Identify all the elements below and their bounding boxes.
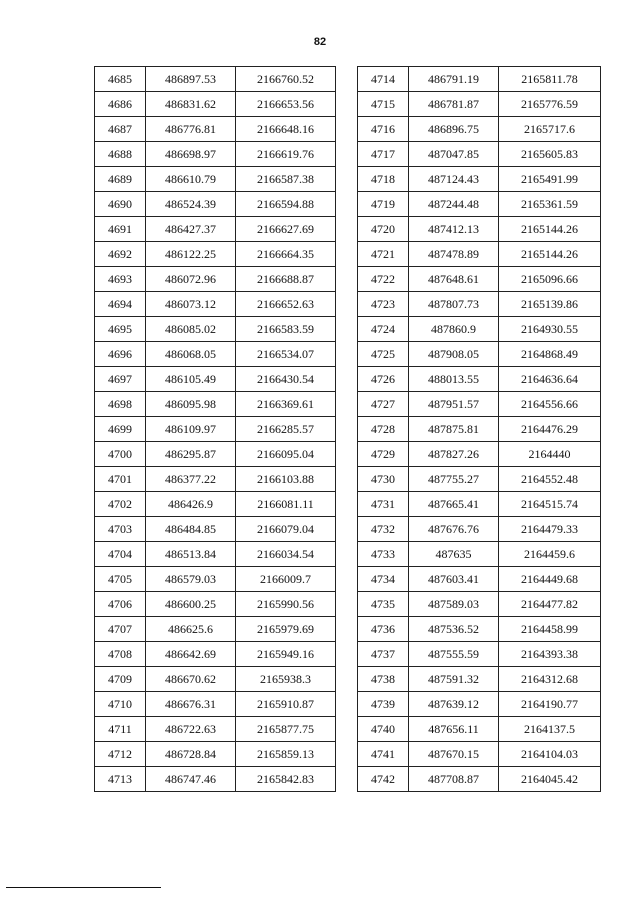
point-number-cell: 4719 (358, 192, 409, 217)
y-coordinate-cell: 2166664.35 (236, 242, 336, 267)
point-number-cell: 4740 (358, 717, 409, 742)
table-row (358, 267, 601, 292)
point-number-cell: 4739 (358, 692, 409, 717)
point-number-cell: 4720 (358, 217, 409, 242)
y-coordinate-cell: 2165949.16 (236, 642, 336, 667)
x-coordinate-cell: 486600.25 (146, 592, 236, 617)
y-coordinate-cell: 2165717.6 (499, 117, 601, 142)
y-coordinate-cell: 2166009.7 (236, 567, 336, 592)
table-row (358, 192, 601, 217)
x-coordinate-cell: 487591.32 (409, 667, 499, 692)
x-coordinate-cell: 486896.75 (409, 117, 499, 142)
x-coordinate-cell: 487412.13 (409, 217, 499, 242)
point-number-cell: 4704 (95, 542, 146, 567)
y-coordinate-cell: 2164930.55 (499, 317, 601, 342)
table-row (95, 567, 336, 592)
x-coordinate-cell: 486625.6 (146, 617, 236, 642)
x-coordinate-cell: 486095.98 (146, 392, 236, 417)
x-coordinate-cell: 486085.02 (146, 317, 236, 342)
point-number-cell: 4701 (95, 467, 146, 492)
y-coordinate-cell: 2166583.59 (236, 317, 336, 342)
table-row (358, 367, 601, 392)
table-row (95, 692, 336, 717)
y-coordinate-cell: 2165979.69 (236, 617, 336, 642)
x-coordinate-cell: 486109.97 (146, 417, 236, 442)
y-coordinate-cell: 2164440 (499, 442, 601, 467)
table-row (358, 317, 601, 342)
point-number-cell: 4737 (358, 642, 409, 667)
table-row (95, 717, 336, 742)
table-row (95, 767, 336, 792)
x-coordinate-cell: 486698.97 (146, 142, 236, 167)
y-coordinate-cell: 2166534.07 (236, 342, 336, 367)
table-row (95, 642, 336, 667)
point-number-cell: 4698 (95, 392, 146, 417)
x-coordinate-cell: 486377.22 (146, 467, 236, 492)
y-coordinate-cell: 2164477.82 (499, 592, 601, 617)
y-coordinate-cell: 2164552.48 (499, 467, 601, 492)
x-coordinate-cell: 487708.87 (409, 767, 499, 792)
point-number-cell: 4694 (95, 292, 146, 317)
table-row (358, 142, 601, 167)
table-row (358, 217, 601, 242)
table-row (358, 592, 601, 617)
y-coordinate-cell: 2165361.59 (499, 192, 601, 217)
point-number-cell: 4724 (358, 317, 409, 342)
coordinates-table-right-body (358, 67, 601, 792)
table-row (95, 192, 336, 217)
x-coordinate-cell: 486524.39 (146, 192, 236, 217)
point-number-cell: 4716 (358, 117, 409, 142)
table-row (95, 742, 336, 767)
point-number-cell: 4723 (358, 292, 409, 317)
table-row (358, 667, 601, 692)
y-coordinate-cell: 2166594.88 (236, 192, 336, 217)
y-coordinate-cell: 2164312.68 (499, 667, 601, 692)
point-number-cell: 4736 (358, 617, 409, 642)
point-number-cell: 4692 (95, 242, 146, 267)
x-coordinate-cell: 486642.69 (146, 642, 236, 667)
x-coordinate-cell: 487244.48 (409, 192, 499, 217)
coordinates-table-left (94, 66, 336, 792)
coordinates-table-right (357, 66, 601, 792)
x-coordinate-cell: 487670.15 (409, 742, 499, 767)
table-row (358, 167, 601, 192)
x-coordinate-cell: 487639.12 (409, 692, 499, 717)
table-row (358, 242, 601, 267)
point-number-cell: 4717 (358, 142, 409, 167)
x-coordinate-cell: 486427.37 (146, 217, 236, 242)
point-number-cell: 4741 (358, 742, 409, 767)
y-coordinate-cell: 2165139.86 (499, 292, 601, 317)
point-number-cell: 4735 (358, 592, 409, 617)
point-number-cell: 4732 (358, 517, 409, 542)
y-coordinate-cell: 2164393.38 (499, 642, 601, 667)
point-number-cell: 4699 (95, 417, 146, 442)
point-number-cell: 4711 (95, 717, 146, 742)
x-coordinate-cell: 486072.96 (146, 267, 236, 292)
point-number-cell: 4715 (358, 92, 409, 117)
x-coordinate-cell: 486831.62 (146, 92, 236, 117)
x-coordinate-cell: 486776.81 (146, 117, 236, 142)
y-coordinate-cell: 2166430.54 (236, 367, 336, 392)
x-coordinate-cell: 486122.25 (146, 242, 236, 267)
table-row (95, 667, 336, 692)
table-row (95, 542, 336, 567)
y-coordinate-cell: 2166619.76 (236, 142, 336, 167)
point-number-cell: 4710 (95, 692, 146, 717)
point-number-cell: 4708 (95, 642, 146, 667)
table-row (95, 142, 336, 167)
point-number-cell: 4685 (95, 67, 146, 92)
point-number-cell: 4707 (95, 617, 146, 642)
point-number-cell: 4728 (358, 417, 409, 442)
y-coordinate-cell: 2166648.16 (236, 117, 336, 142)
x-coordinate-cell: 487908.05 (409, 342, 499, 367)
table-row (358, 442, 601, 467)
x-coordinate-cell: 486295.87 (146, 442, 236, 467)
point-number-cell: 4687 (95, 117, 146, 142)
point-number-cell: 4731 (358, 492, 409, 517)
table-row (95, 592, 336, 617)
table-row (95, 617, 336, 642)
table-row (95, 392, 336, 417)
table-row (358, 492, 601, 517)
y-coordinate-cell: 2164104.03 (499, 742, 601, 767)
y-coordinate-cell: 2164479.33 (499, 517, 601, 542)
point-number-cell: 4703 (95, 517, 146, 542)
y-coordinate-cell: 2166103.88 (236, 467, 336, 492)
x-coordinate-cell: 486670.62 (146, 667, 236, 692)
point-number-cell: 4742 (358, 767, 409, 792)
point-number-cell: 4726 (358, 367, 409, 392)
x-coordinate-cell: 487478.89 (409, 242, 499, 267)
table-row (95, 517, 336, 542)
point-number-cell: 4709 (95, 667, 146, 692)
x-coordinate-cell: 487648.61 (409, 267, 499, 292)
y-coordinate-cell: 2164556.66 (499, 392, 601, 417)
y-coordinate-cell: 2164137.5 (499, 717, 601, 742)
x-coordinate-cell: 487755.27 (409, 467, 499, 492)
y-coordinate-cell: 2166760.52 (236, 67, 336, 92)
point-number-cell: 4721 (358, 242, 409, 267)
coordinates-table-left-body (95, 67, 336, 792)
x-coordinate-cell: 487676.76 (409, 517, 499, 542)
point-number-cell: 4689 (95, 167, 146, 192)
table-row (358, 292, 601, 317)
y-coordinate-cell: 2166627.69 (236, 217, 336, 242)
table-row (95, 217, 336, 242)
y-coordinate-cell: 2165938.3 (236, 667, 336, 692)
point-number-cell: 4713 (95, 767, 146, 792)
point-number-cell: 4734 (358, 567, 409, 592)
x-coordinate-cell: 487124.43 (409, 167, 499, 192)
point-number-cell: 4686 (95, 92, 146, 117)
y-coordinate-cell: 2166081.11 (236, 492, 336, 517)
y-coordinate-cell: 2166285.57 (236, 417, 336, 442)
table-row (358, 617, 601, 642)
point-number-cell: 4738 (358, 667, 409, 692)
x-coordinate-cell: 486484.85 (146, 517, 236, 542)
point-number-cell: 4700 (95, 442, 146, 467)
table-row (358, 117, 601, 142)
x-coordinate-cell: 486722.63 (146, 717, 236, 742)
x-coordinate-cell: 486513.84 (146, 542, 236, 567)
y-coordinate-cell: 2164458.99 (499, 617, 601, 642)
y-coordinate-cell: 2164636.64 (499, 367, 601, 392)
table-row (358, 742, 601, 767)
x-coordinate-cell: 487665.41 (409, 492, 499, 517)
y-coordinate-cell: 2166653.56 (236, 92, 336, 117)
x-coordinate-cell: 486781.87 (409, 92, 499, 117)
x-coordinate-cell: 487656.11 (409, 717, 499, 742)
point-number-cell: 4702 (95, 492, 146, 517)
y-coordinate-cell: 2164190.77 (499, 692, 601, 717)
y-coordinate-cell: 2164449.68 (499, 567, 601, 592)
point-number-cell: 4690 (95, 192, 146, 217)
y-coordinate-cell: 2165842.83 (236, 767, 336, 792)
y-coordinate-cell: 2165605.83 (499, 142, 601, 167)
x-coordinate-cell: 486676.31 (146, 692, 236, 717)
y-coordinate-cell: 2165859.13 (236, 742, 336, 767)
table-row (358, 517, 601, 542)
y-coordinate-cell: 2165990.56 (236, 592, 336, 617)
x-coordinate-cell: 488013.55 (409, 367, 499, 392)
point-number-cell: 4696 (95, 342, 146, 367)
x-coordinate-cell: 487536.52 (409, 617, 499, 642)
table-row (358, 692, 601, 717)
y-coordinate-cell: 2164868.49 (499, 342, 601, 367)
table-row (358, 417, 601, 442)
point-number-cell: 4688 (95, 142, 146, 167)
y-coordinate-cell: 2166034.54 (236, 542, 336, 567)
table-row (95, 67, 336, 92)
y-coordinate-cell: 2165877.75 (236, 717, 336, 742)
point-number-cell: 4695 (95, 317, 146, 342)
x-coordinate-cell: 487589.03 (409, 592, 499, 617)
x-coordinate-cell: 486579.03 (146, 567, 236, 592)
y-coordinate-cell: 2165491.99 (499, 167, 601, 192)
y-coordinate-cell: 2164459.6 (499, 542, 601, 567)
x-coordinate-cell: 486068.05 (146, 342, 236, 367)
point-number-cell: 4722 (358, 267, 409, 292)
point-number-cell: 4725 (358, 342, 409, 367)
table-row (95, 492, 336, 517)
x-coordinate-cell: 486791.19 (409, 67, 499, 92)
x-coordinate-cell: 486105.49 (146, 367, 236, 392)
point-number-cell: 4706 (95, 592, 146, 617)
y-coordinate-cell: 2166369.61 (236, 392, 336, 417)
table-row (95, 317, 336, 342)
table-row (95, 92, 336, 117)
footnote-rule (6, 887, 161, 888)
x-coordinate-cell: 487875.81 (409, 417, 499, 442)
x-coordinate-cell: 487603.41 (409, 567, 499, 592)
table-row (358, 92, 601, 117)
y-coordinate-cell: 2165910.87 (236, 692, 336, 717)
y-coordinate-cell: 2164476.29 (499, 417, 601, 442)
table-row (358, 717, 601, 742)
x-coordinate-cell: 486426.9 (146, 492, 236, 517)
x-coordinate-cell: 487635 (409, 542, 499, 567)
table-row (358, 542, 601, 567)
y-coordinate-cell: 2165096.66 (499, 267, 601, 292)
table-row (95, 342, 336, 367)
point-number-cell: 4714 (358, 67, 409, 92)
point-number-cell: 4729 (358, 442, 409, 467)
table-row (95, 292, 336, 317)
y-coordinate-cell: 2165811.78 (499, 67, 601, 92)
table-row (358, 642, 601, 667)
y-coordinate-cell: 2164515.74 (499, 492, 601, 517)
y-coordinate-cell: 2165776.59 (499, 92, 601, 117)
point-number-cell: 4705 (95, 567, 146, 592)
y-coordinate-cell: 2166652.63 (236, 292, 336, 317)
x-coordinate-cell: 486728.84 (146, 742, 236, 767)
x-coordinate-cell: 487827.26 (409, 442, 499, 467)
table-row (358, 392, 601, 417)
y-coordinate-cell: 2166587.38 (236, 167, 336, 192)
x-coordinate-cell: 486747.46 (146, 767, 236, 792)
y-coordinate-cell: 2164045.42 (499, 767, 601, 792)
table-row (95, 442, 336, 467)
table-row (358, 767, 601, 792)
x-coordinate-cell: 487047.85 (409, 142, 499, 167)
table-row (95, 117, 336, 142)
x-coordinate-cell: 487555.59 (409, 642, 499, 667)
x-coordinate-cell: 487951.57 (409, 392, 499, 417)
point-number-cell: 4712 (95, 742, 146, 767)
x-coordinate-cell: 487860.9 (409, 317, 499, 342)
table-row (95, 417, 336, 442)
x-coordinate-cell: 486073.12 (146, 292, 236, 317)
y-coordinate-cell: 2166095.04 (236, 442, 336, 467)
table-row (358, 467, 601, 492)
point-number-cell: 4727 (358, 392, 409, 417)
table-row (95, 267, 336, 292)
x-coordinate-cell: 486610.79 (146, 167, 236, 192)
point-number-cell: 4718 (358, 167, 409, 192)
x-coordinate-cell: 487807.73 (409, 292, 499, 317)
table-row (95, 167, 336, 192)
table-row (358, 67, 601, 92)
table-row (95, 242, 336, 267)
table-row (358, 342, 601, 367)
point-number-cell: 4693 (95, 267, 146, 292)
y-coordinate-cell: 2166688.87 (236, 267, 336, 292)
y-coordinate-cell: 2165144.26 (499, 242, 601, 267)
page-number: 82 (313, 36, 327, 48)
y-coordinate-cell: 2166079.04 (236, 517, 336, 542)
x-coordinate-cell: 486897.53 (146, 67, 236, 92)
y-coordinate-cell: 2165144.26 (499, 217, 601, 242)
table-row (95, 467, 336, 492)
point-number-cell: 4697 (95, 367, 146, 392)
point-number-cell: 4733 (358, 542, 409, 567)
point-number-cell: 4730 (358, 467, 409, 492)
table-row (358, 567, 601, 592)
table-row (95, 367, 336, 392)
point-number-cell: 4691 (95, 217, 146, 242)
